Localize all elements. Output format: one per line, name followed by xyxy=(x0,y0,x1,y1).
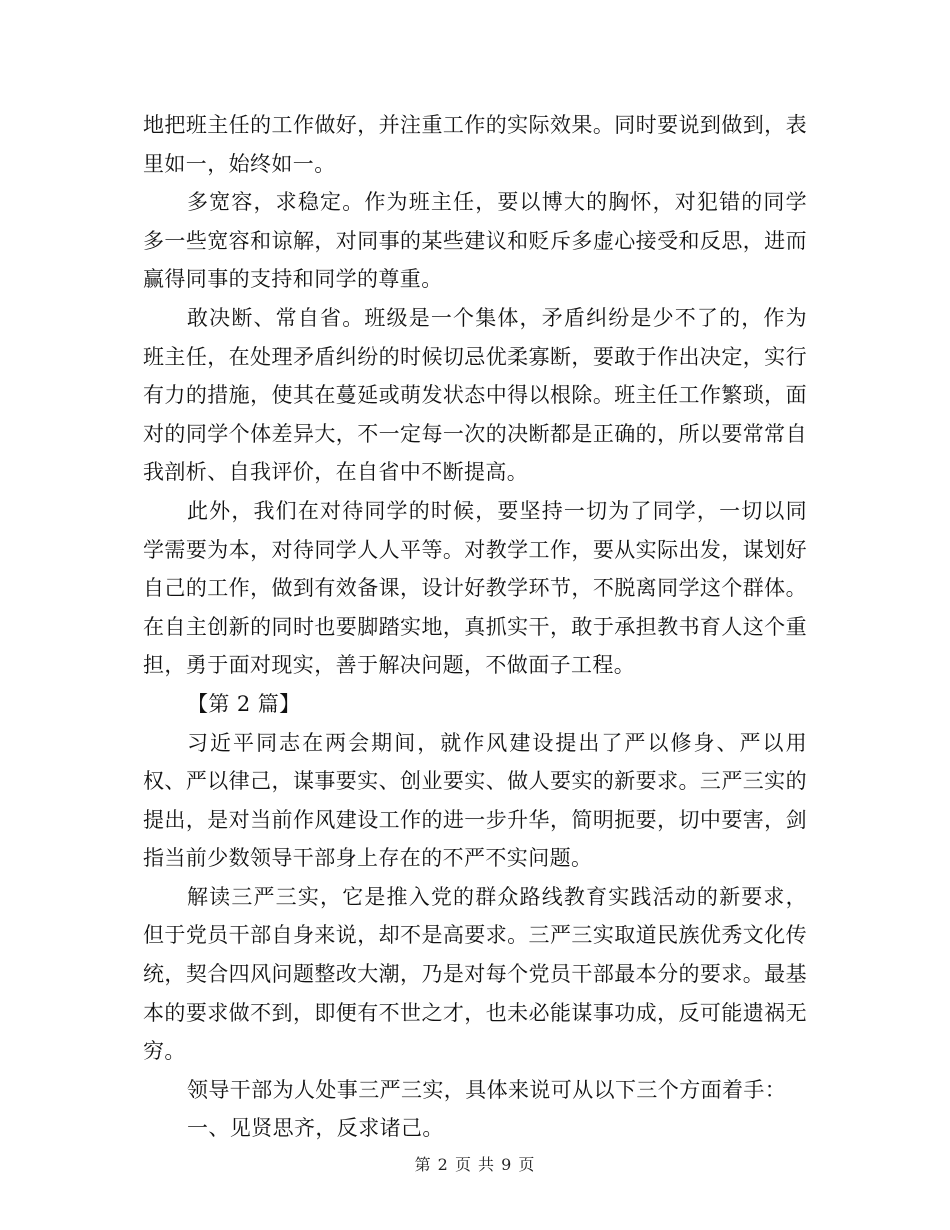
page-number-footer: 第 2 页 共 9 页 xyxy=(414,1155,536,1174)
paragraph-6: 解读三严三实，它是推入党的群众路线教育实践活动的新要求，但于党员干部自身来说，却不是高要求。三严三实取道民族优秀文化传统，契合四风问题整改大潮，乃是对每个党员干部最本分的要求。最基本的要求做不到，即便有不世之才，也未必能谋事功成，反可能遗祸无穷。 xyxy=(143,884,807,1064)
paragraph-5: 习近平同志在两会期间，就作风建设提出了严以修身、严以用权、严以律己，谋事要实、创业要实、做人要实的新要求。三严三实的提出，是对当前作风建设工作的进一步升华，简明扼要，切中要害，剑指当前少数领导干部身上存在的不严不实问题。 xyxy=(143,730,807,871)
paragraph-2: 多宽容，求稳定。作为班主任，要以博大的胸怀，对犯错的同学多一些宽容和谅解，对同事的某些建议和贬斥多虚心接受和反思，进而赢得同事的支持和同学的尊重。 xyxy=(143,190,807,292)
document-body xyxy=(143,106,807,1148)
paragraph-3: 敢决断、常自省。班级是一个集体，矛盾纠纷是少不了的，作为班主任，在处理矛盾纠纷的时候切忌优柔寡断，要敢于作出决定，实行有力的措施，使其在蔓延或萌发状态中得以根除。班主任工作繁琐，面对的同学个体差异大，不一定每一次的决断都是正确的，所以要常常自我剖析、自我评价，在自省中不断提高。 xyxy=(143,305,807,485)
paragraph-1: 地把班主任的工作做好，并注重工作的实际效果。同时要说到做到，表里如一，始终如一。 xyxy=(143,113,807,176)
section-heading: 【第 2 篇】 xyxy=(187,691,301,716)
paragraph-7: 领导干部为人处事三严三实，具体来说可从以下三个方面着手： xyxy=(187,1077,787,1102)
paragraph-8: 一、见贤思齐，反求诸己。 xyxy=(187,1116,444,1141)
paragraph-4: 此外，我们在对待同学的时候，要坚持一切为了同学，一切以同学需要为本，对待同学人人平等。对教学工作，要从实际出发，谋划好自己的工作，做到有效备课，设计好教学环节，不脱离同学这个群体。在自主创新的同时也要脚踏实地，真抓实干，敢于承担教书育人这个重担，勇于面对现实，善于解决问题，不做面子工程。 xyxy=(143,498,807,678)
